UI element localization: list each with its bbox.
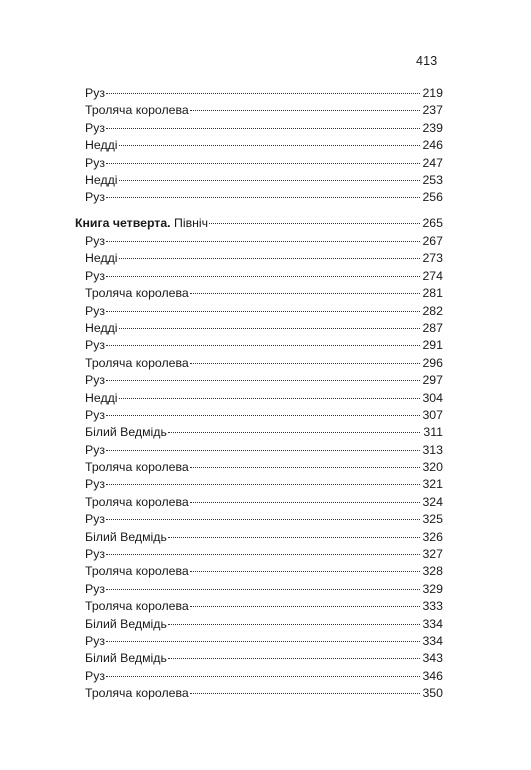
toc-entry[interactable] <box>75 172 443 189</box>
toc-entry[interactable] <box>75 137 443 154</box>
toc-entry[interactable] <box>75 563 443 580</box>
dot-leader <box>106 311 420 312</box>
entry-page-number: 256 <box>422 190 443 205</box>
entry-title: Троляча королева <box>85 460 189 475</box>
dot-leader <box>190 363 420 364</box>
entry-title: Білий Ведмідь <box>85 425 167 440</box>
entry-page-number: 313 <box>422 442 443 457</box>
entry-page-number: 328 <box>422 564 443 579</box>
entry-title: Троляча королева <box>85 286 189 301</box>
toc-entry[interactable] <box>75 650 443 667</box>
toc-section-book-four <box>75 214 443 703</box>
toc-entry[interactable] <box>75 546 443 563</box>
toc-entry[interactable] <box>75 303 443 320</box>
entry-title: Руз <box>85 120 105 135</box>
toc-entry[interactable] <box>75 250 443 267</box>
dot-leader <box>106 241 420 242</box>
toc-section-continued <box>75 85 443 207</box>
entry-page-number: 350 <box>422 686 443 701</box>
page-number: 413 <box>416 54 438 68</box>
entry-title: Руз <box>85 155 105 170</box>
toc-entry[interactable] <box>75 407 443 424</box>
entry-title: Руз <box>85 668 105 683</box>
toc-entry[interactable] <box>75 320 443 337</box>
entry-page-number: 246 <box>422 138 443 153</box>
toc-entry[interactable] <box>75 102 443 119</box>
entry-page-number: 324 <box>422 494 443 509</box>
entry-page-number: 219 <box>422 86 443 100</box>
toc-part-heading[interactable] <box>75 214 443 233</box>
entry-page-number: 247 <box>422 155 443 170</box>
dot-leader <box>168 658 420 659</box>
toc-entry[interactable] <box>75 424 443 441</box>
dot-leader <box>106 676 420 677</box>
dot-leader <box>190 571 420 572</box>
entry-title: Недді <box>85 172 118 187</box>
toc-entry[interactable] <box>75 616 443 633</box>
entry-title: Руз <box>85 581 105 596</box>
entry-title: Руз <box>85 190 105 205</box>
entry-title: Троляча королева <box>85 599 189 614</box>
entry-title: Руз <box>85 234 105 248</box>
entry-title: Руз <box>85 547 105 562</box>
dot-leader <box>209 223 420 224</box>
dot-leader <box>106 345 420 346</box>
toc-entry[interactable] <box>75 494 443 511</box>
dot-leader <box>190 502 420 503</box>
part-page-number: 265 <box>422 216 443 230</box>
toc-entry[interactable] <box>75 581 443 598</box>
entry-title: Недді <box>85 251 118 266</box>
dot-leader <box>190 606 420 607</box>
entry-title: Троляча королева <box>85 494 189 509</box>
dot-leader <box>106 519 420 520</box>
entry-page-number: 291 <box>422 338 443 353</box>
entry-title: Троляча королева <box>85 564 189 579</box>
entry-page-number: 333 <box>422 599 443 614</box>
dot-leader <box>106 93 420 94</box>
toc-entry[interactable] <box>75 155 443 172</box>
entry-page-number: 346 <box>422 668 443 683</box>
toc-entry[interactable] <box>75 337 443 354</box>
dot-leader <box>168 537 420 538</box>
dot-leader <box>190 467 420 468</box>
dot-leader <box>190 693 420 694</box>
toc-entry[interactable] <box>75 442 443 459</box>
toc-entry[interactable] <box>75 529 443 546</box>
entry-title: Білий Ведмідь <box>85 529 167 544</box>
entry-page-number: 281 <box>422 286 443 301</box>
entry-page-number: 327 <box>422 547 443 562</box>
entry-page-number: 273 <box>422 251 443 266</box>
dot-leader <box>190 293 420 294</box>
entry-page-number: 325 <box>422 512 443 527</box>
entry-page-number: 326 <box>422 529 443 544</box>
dot-leader <box>106 641 420 642</box>
entry-title: Руз <box>85 633 105 648</box>
entry-page-number: 282 <box>422 303 443 318</box>
entry-title: Білий Ведмідь <box>85 616 167 631</box>
toc-entry[interactable] <box>75 285 443 302</box>
entry-title: Руз <box>85 373 105 388</box>
toc-entry[interactable] <box>75 668 443 685</box>
entry-title: Руз <box>85 268 105 283</box>
dot-leader <box>106 589 420 590</box>
dot-leader <box>119 258 420 259</box>
part-book-label: Книга четверта. <box>75 216 171 230</box>
toc-entry[interactable] <box>75 598 443 615</box>
toc-entry[interactable] <box>75 233 443 250</box>
toc-entry[interactable] <box>75 372 443 389</box>
entry-title: Руз <box>85 407 105 422</box>
entry-page-number: 321 <box>422 477 443 492</box>
entry-page-number: 334 <box>422 616 443 631</box>
toc-entry[interactable] <box>75 268 443 285</box>
toc-entry[interactable] <box>75 476 443 493</box>
dot-leader <box>106 380 420 381</box>
entry-title: Троляча королева <box>85 686 189 701</box>
entry-title: Недді <box>85 390 118 405</box>
entry-title: Троляча королева <box>85 103 189 118</box>
entry-title: Руз <box>85 303 105 318</box>
entry-page-number: 311 <box>423 425 443 440</box>
dot-leader <box>119 180 420 181</box>
entry-title: Руз <box>85 477 105 492</box>
entry-title: Руз <box>85 512 105 527</box>
entry-title: Білий Ведмідь <box>85 651 167 666</box>
dot-leader <box>168 624 420 625</box>
dot-leader <box>106 415 420 416</box>
dot-leader <box>168 432 420 433</box>
entry-title: Руз <box>85 86 105 100</box>
toc-entry[interactable] <box>75 189 443 206</box>
dot-leader <box>190 110 420 111</box>
toc-entry[interactable] <box>75 355 443 372</box>
dot-leader <box>119 145 420 146</box>
toc-entry[interactable] <box>75 633 443 650</box>
entry-title: Руз <box>85 338 105 353</box>
dot-leader <box>119 328 420 329</box>
entry-page-number: 304 <box>422 390 443 405</box>
dot-leader <box>106 276 420 277</box>
entry-page-number: 343 <box>422 651 443 666</box>
entry-title: Недді <box>85 138 118 153</box>
toc-entry[interactable] <box>75 511 443 528</box>
toc-entry[interactable] <box>75 685 443 702</box>
entry-page-number: 267 <box>422 234 443 248</box>
dot-leader <box>106 554 420 555</box>
entry-page-number: 296 <box>422 355 443 370</box>
toc-entry[interactable] <box>75 459 443 476</box>
entry-page-number: 239 <box>422 120 443 135</box>
dot-leader <box>106 450 420 451</box>
dot-leader <box>106 484 420 485</box>
entry-page-number: 334 <box>422 633 443 648</box>
part-subtitle: Північ <box>174 216 209 230</box>
entry-page-number: 287 <box>422 320 443 335</box>
entry-page-number: 307 <box>422 407 443 422</box>
toc-entry[interactable] <box>75 390 443 407</box>
part-title <box>75 214 208 233</box>
dot-leader <box>106 128 420 129</box>
dot-leader <box>106 163 420 164</box>
dot-leader <box>106 197 420 198</box>
entry-page-number: 237 <box>422 103 443 118</box>
entry-page-number: 253 <box>422 172 443 187</box>
entry-page-number: 297 <box>422 373 443 388</box>
toc-entry[interactable] <box>75 120 443 137</box>
dot-leader <box>119 398 420 399</box>
entry-page-number: 274 <box>422 268 443 283</box>
entry-title: Троляча королева <box>85 355 189 370</box>
entry-title: Руз <box>85 442 105 457</box>
entry-page-number: 329 <box>422 581 443 596</box>
entry-title: Недді <box>85 320 118 335</box>
toc-entry[interactable] <box>75 85 443 102</box>
entry-page-number: 320 <box>422 460 443 475</box>
